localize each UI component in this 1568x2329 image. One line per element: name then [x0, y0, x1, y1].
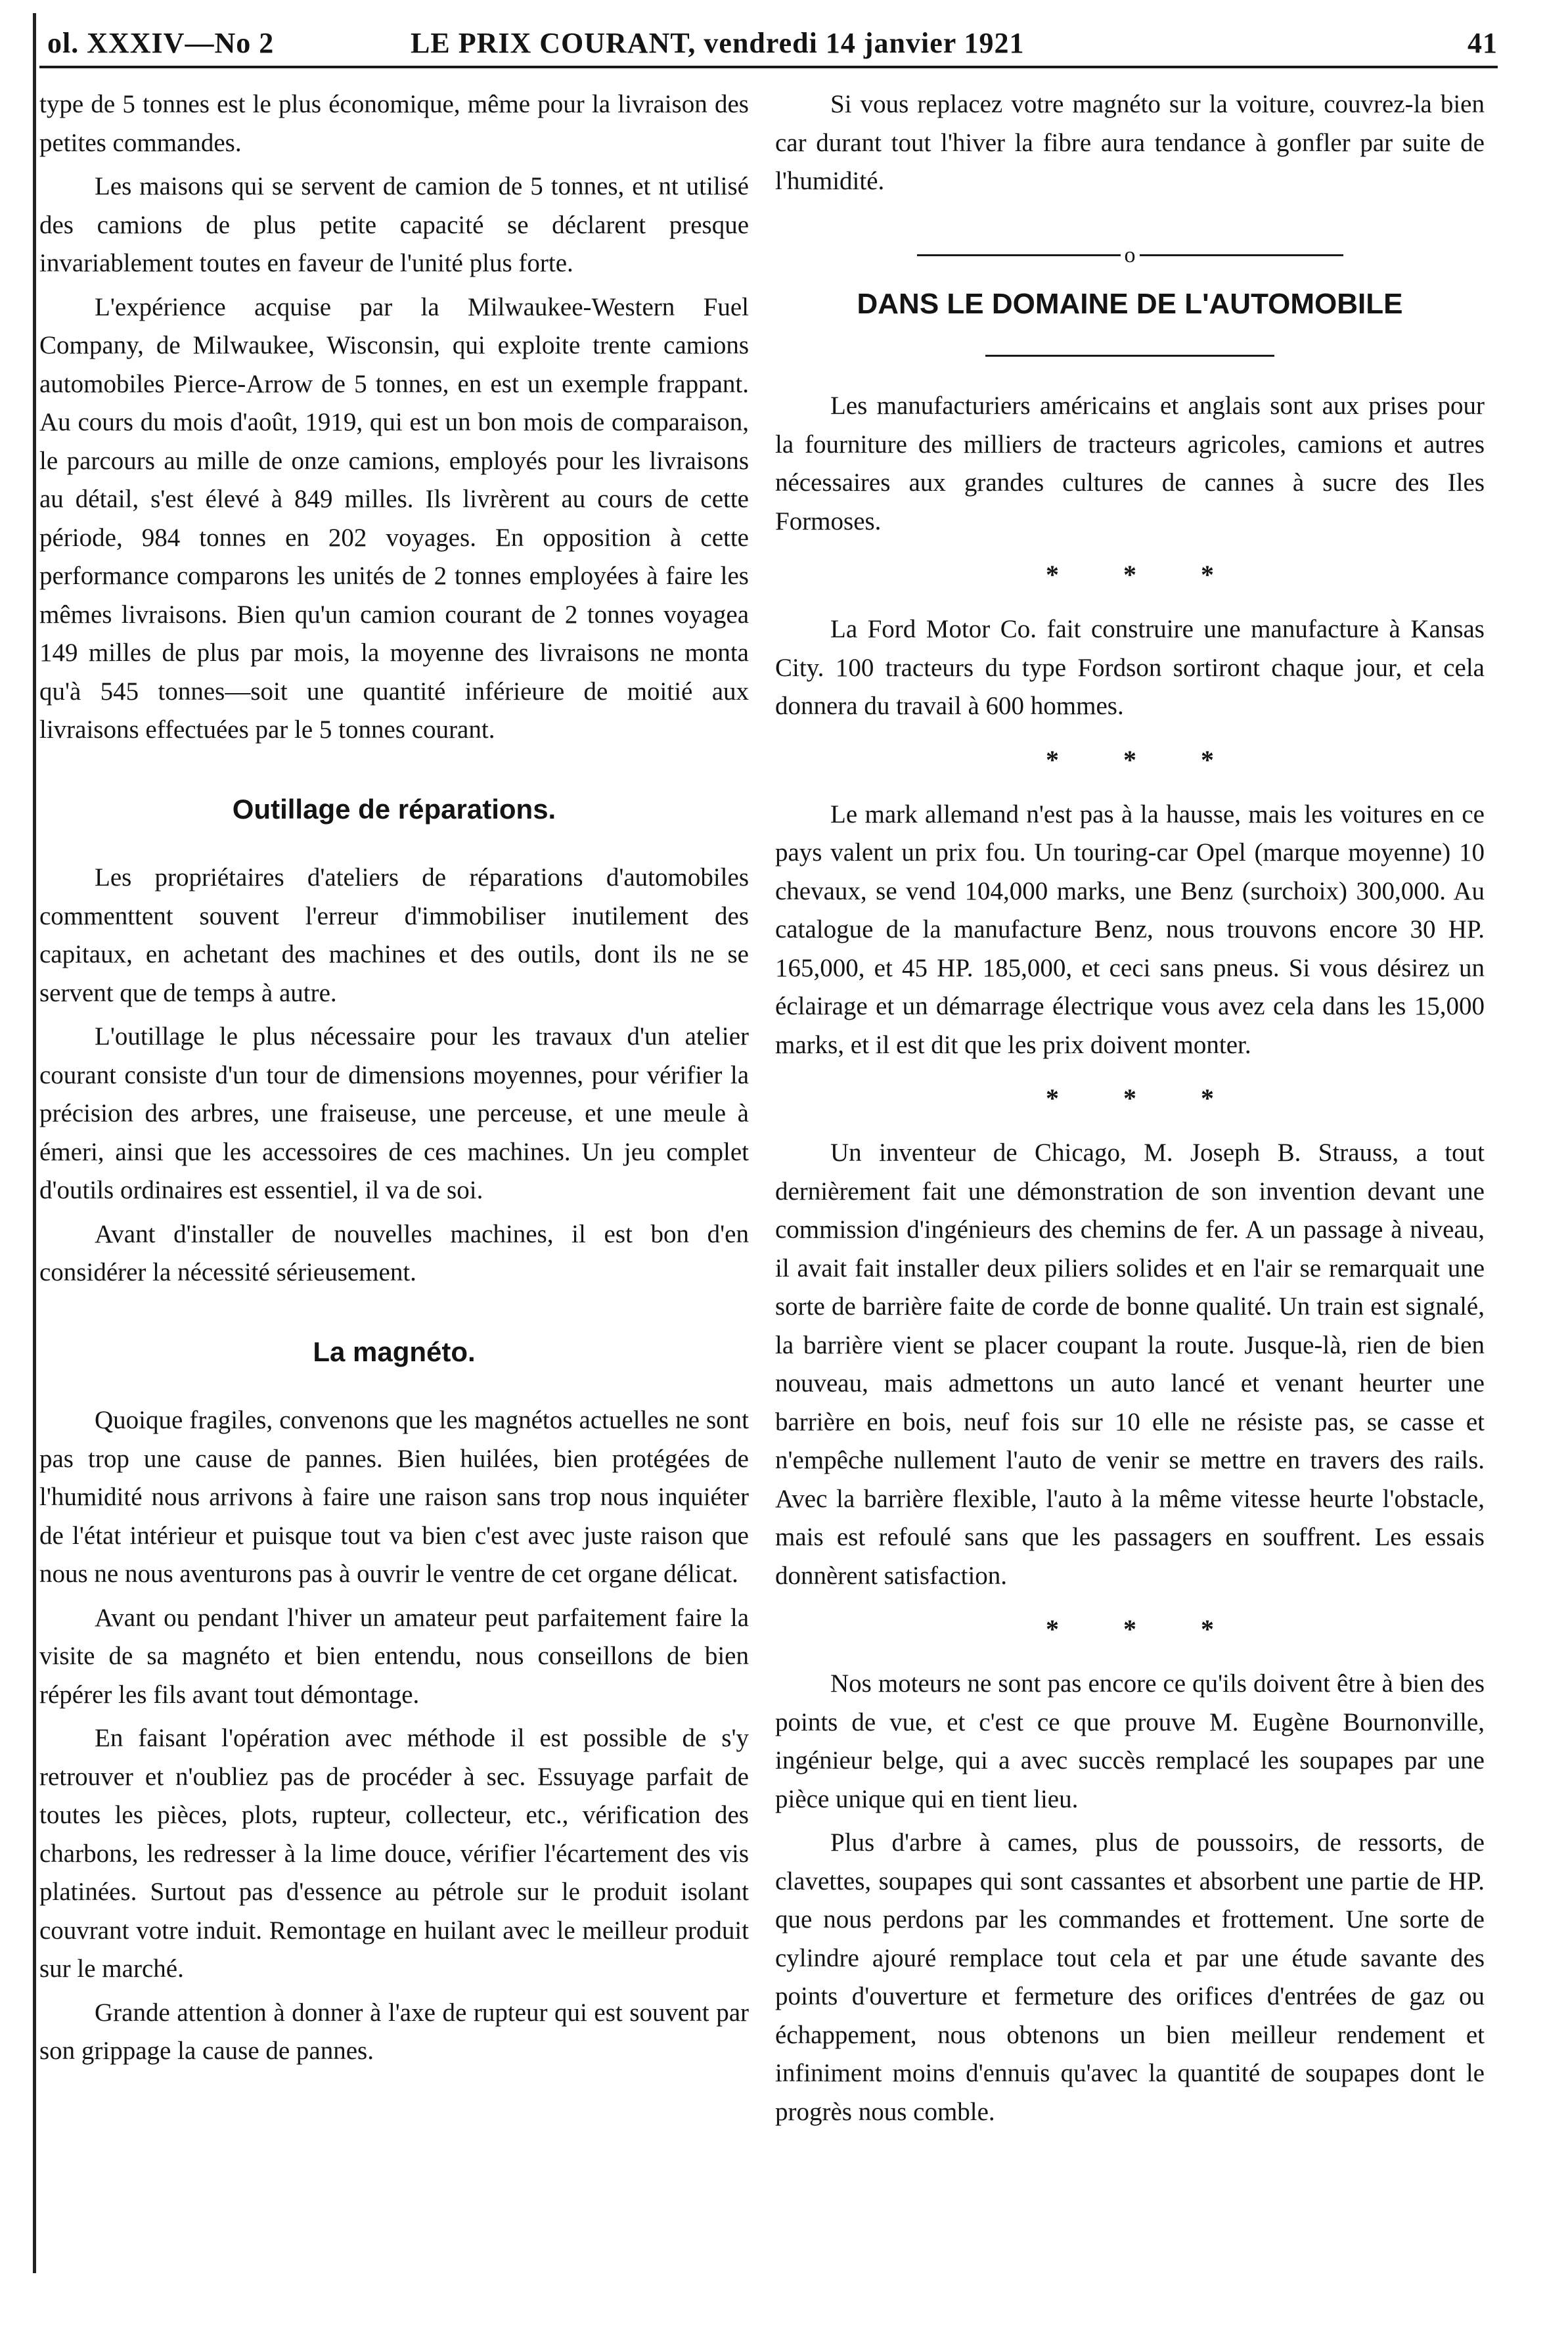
binding-edge-line	[33, 13, 36, 2273]
divider-rule-left	[917, 254, 1121, 256]
news-item: Nos moteurs ne sont pas encore ce qu'ils doivent être à bien des points de vue, et c'est ce que prouve M. Eugène Bournonville, ingénieur belge, qui a avec succès remplacé les soupapes par une pièce unique qui en tient lieu.	[775, 1669, 1485, 1813]
volume-label: ol. XXXIV—No 2	[47, 27, 275, 59]
news-item: Les manufacturiers américains et anglais sont aux prises pour la fourniture des milliers de tracteurs agricoles, camions et autres nécessaires aux grandes cultures de cannes à sucre des Iles Formoses.	[775, 392, 1485, 535]
article-paragraph: Avant ou pendant l'hiver un amateur peut parfaitement faire la visite de sa magnéto et bien entendu, nous conseillons de bien répérer les fils avant tout démontage.	[39, 1603, 749, 1709]
article-paragraph: Grande attention à donner à l'axe de rupteur qui est souvent par son grippage la cause de pannes.	[39, 1998, 749, 2065]
article-paragraph: type de 5 tonnes est le plus économique, même pour la livraison des petites commandes.	[39, 90, 749, 157]
news-item: Le mark allemand n'est pas à la hausse, mais les voitures en ce pays valent un prix fou. Un touring-car Opel (marque moyenne) 10 chevaux, se vend 104,000 marks, une Benz (surchoix) 300,000. Au catalogue de la manufacture Benz, nous trouvons encore 30 HP. 165,000, et 45 HP. 185,000, et ceci sans pneus. Si vous désirez un éclairage et un démarrage électrique vous avez cela dans les 15,000 marks, et il est dit que les prix doivent monter.	[775, 800, 1485, 1059]
star-separator: * * *	[1046, 1614, 1243, 1644]
article-paragraph: Si vous replacez votre magnéto sur la voiture, couvrez-la bien car durant tout l'hiver la fibre aura tendance à gonfler par suite de l'humidité.	[775, 90, 1485, 195]
section-heading-outillage: Outillage de réparations.	[232, 793, 556, 825]
section-heading-automobile: DANS LE DOMAINE DE L'AUTOMOBILE	[857, 287, 1403, 320]
left-column	[39, 85, 749, 2076]
article-paragraph: Les propriétaires d'ateliers de réparations d'automobiles commenttent souvent l'erreur d'immobiliser inutilement des capitaux, en achetant des machines et des outils, dont ils ne se servent que de temps à autre.	[39, 863, 749, 1007]
article-paragraph: En faisant l'opération avec méthode il est possible de s'y retrouver et n'oubliez pas de procéder à sec. Essuyage parfait de toutes les pièces, plots, rupteur, collecteur, etc., vérification des charbons, les redresser à la lime douce, vérifier l'écartement des vis platinées. Surtout pas d'essence au pétrole sur le produit isolant couvrant votre induit. Remontage en huilant avec le meilleur produit sur le marché.	[39, 1724, 749, 1983]
news-item: La Ford Motor Co. fait construire une manufacture à Kansas City. 100 tracteurs du type Fordson sortiront chaque jour, et cela donnera du travail à 600 hommes.	[775, 615, 1485, 720]
article-paragraph: Quoique fragiles, convenons que les magnétos actuelles ne sont pas trop une cause de pannes. Bien huilées, bien protégées de l'humidité nous arrivons à faire une raison sans trop nous inquiéter de l'état intérieur et puisque tout va bien c'est avec juste raison que nous ne nous aventurons pas à ouvrir le ventre de cet organe délicat.	[39, 1406, 749, 1588]
star-separator: * * *	[1046, 560, 1243, 589]
page-number: 41	[1467, 27, 1498, 59]
section-divider	[775, 235, 1485, 267]
news-item: Un inventeur de Chicago, M. Joseph B. Strauss, a tout dernièrement fait une démonstration de son invention devant une commission d'ingénieurs des chemins de fer. A un passage à niveau, il avait fait installer deux piliers solides et en l'air se remarquait une sorte de barrière faite de corde de bonne qualité. Un train est signalé, la barrière vient se placer coupant la route. Jusque-là, rien de bien nouveau, mais admettons un auto lancé et venant heurter une barrière en bois, neuf fois sur 10 elle ne résiste pas, se casse et n'empêche nullement l'auto de venir se mettre en travers des rails. Avec la barrière flexible, l'auto à la même vitesse heurte l'obstacle, mais est refoulé sans que les passagers en souffrent. Les essais donnèrent satisfaction.	[775, 1139, 1485, 1590]
header-rule	[39, 66, 1498, 68]
star-separator: * * *	[1046, 744, 1243, 775]
article-paragraph: L'expérience acquise par la Milwaukee-Western Fuel Company, de Milwaukee, Wisconsin, qui exploite trente camions automobiles Pierce-Arrow de 5 tonnes, en est un exemple frappant. Au cours du mois d'août, 1919, qui est un bon mois de comparaison, le parcours au mille de onze camions, employés pour les livraisons au détail, s'est élevé à 849 milles. Ils livrèrent au cours de cette période, 984 tonnes en 202 voyages. En opposition à cette performance comparons les unités de 2 tonnes employées à faire les mêmes livraisons. Bien qu'un camion courant de 2 tonnes voyagea 149 milles de plus par mois, la moyenne des livraisons ne monta qu'à 545 tonnes—soit une quantité inférieure de moitié aux livraisons effectuées par le 5 tonnes courant.	[39, 292, 749, 744]
article-paragraph: L'outillage le plus nécessaire pour les travaux d'un atelier courant consiste d'un tour de dimensions moyennes, pour vérifier la précision des arbres, une fraiseuse, une perceuse, et une meule à émeri, ainsi que les accessoires de ces machines. Un jeu complet d'outils ordinaires est essentiel, il va de soi.	[39, 1022, 749, 1204]
divider-mark: o	[1124, 242, 1136, 267]
star-separator: * * *	[1046, 1083, 1243, 1113]
news-item: Plus d'arbre à cames, plus de poussoirs, de ressorts, de clavettes, soupapes qui sont cassantes et absorbent une partie de HP. que nous perdons par les commandes et frottement. Une sorte de cylindre ajouré remplace tout cela et par une étude savante des points d'ouverture et fermeture des orifices d'entrées de gaz ou échappement, nous obtenons un bien meilleur rendement et infiniment moins d'ennuis qu'avec la quantité de soupapes dont le progrès nous comble.	[775, 1828, 1485, 2126]
article-paragraph: Avant d'installer de nouvelles machines, il est bon d'en considérer la nécessité sérieusement.	[39, 1219, 749, 1286]
article-paragraph: Les maisons qui se servent de camion de 5 tonnes, et nt utilisé des camions de plus petite capacité se déclarent presque invariablement toutes en faveur de l'unité plus forte.	[39, 172, 749, 277]
divider-rule-right	[1140, 254, 1343, 256]
heading-underline-rule	[985, 355, 1274, 357]
newspaper-title: LE PRIX COURANT, vendredi 14 janvier 1921	[411, 27, 1025, 59]
right-column	[775, 85, 1485, 2137]
section-heading-magneto: La magnéto.	[313, 1336, 476, 1367]
